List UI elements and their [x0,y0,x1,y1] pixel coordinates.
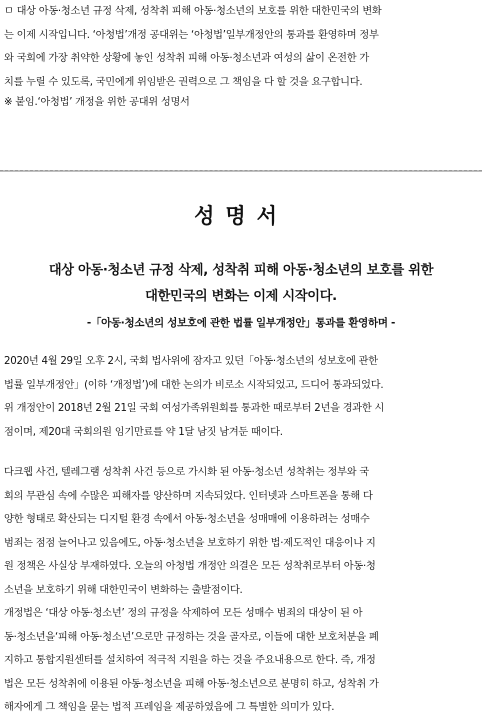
statement-title: 성명서 [194,204,288,228]
intro-paragraph [4,0,382,94]
body-line: 범죄는 점점 늘어나고 있음에도, 아동·청소년을 보호하기 위한 법·제도적인 대응이나 지 [4,537,376,549]
body-line: 다크웹 사건, 텔레그램 성착취 사건 등으로 가시화 된 아동·청소년 성착취는 정부와 국 [4,467,369,478]
body-line: 위 개정안이 2018년 2월 21일 국회 여성가족위원회를 통과한 때로부터 2년을 경과한 시 [4,403,385,414]
body-line: 원 정책은 사실상 부재하였다. 오늘의 아청법 개정안 의결은 모든 성착취로부터 아동·청 [4,561,376,572]
subtitle-line: 대상 아동·청소년 규정 삭제, 성착취 피해 아동·청소년의 보호를 위한 [48,263,434,278]
body-paragraph-2 [4,461,376,602]
body-line: 해자에게 그 책임을 묻는 법적 프레임을 제공하였음에 그 특별한 의미가 있다. [4,702,335,713]
body-line: 양한 형태로 확산되는 디지털 환경 속에서 아동·청소년을 성매매에 이용하려는 성매수 [4,514,370,525]
attachment-note: ※ 붙임.‘아청법’ 개정을 위한 공대위 성명서 [4,97,190,108]
body-paragraph-1 [4,350,384,444]
body-line: 법은 모든 성착취에 이용된 아동·청소년을 피해 아동·청소년으로 분명히 하고, 성착취 가 [4,678,379,690]
statement-subtitle [0,258,482,310]
body-line: 소년을 보호하기 위해 대한민국이 변화하는 출발점이다. [4,584,243,596]
intro-line: 와 국회에 가장 취약한 상황에 놓인 성착취 피해 아동·청소년과 여성의 삶이 온전한 가 [4,53,369,64]
body-line: 개정법은 ‘대상 아동·청소년’ 정의 규정을 삭제하여 모든 성매수 범죄의 대상이 된 아 [4,608,363,619]
body-line: 2020년 4월 29일 오후 2시, 국회 법사위에 잠자고 있던「아동·청소년의 성보호에 관한 [4,356,378,367]
body-line: 법률 일부개정안」(이하 ‘개정법’)에 대한 논의가 비로소 시작되었고, 드디어 통과되었다. [4,379,384,391]
body-line: 점이며, 제20대 국회의원 임기만료를 약 1달 남짓 남겨둔 때이다. [4,426,283,438]
body-paragraph-3 [4,602,379,720]
body-line: 동·청소년을‘피해 아동·청소년’으로만 규정하는 것을 골자로, 이들에 대한 보호처분을 폐 [4,631,379,643]
intro-line: ㅁ 대상 아동·청소년 규정 삭제, 성착취 피해 아동·청소년의 보호를 위한 대한민국의 변화 [4,6,382,17]
body-line: 회의 무관심 속에 수많은 피해자를 양산하며 지속되었다. 인터넷과 스마트폰을 통해 다 [4,490,373,502]
subtitle-line: 대한민국의 변화는 이제 시작이다. [145,289,337,304]
statement-subheading: -「아동·청소년의 성보호에 관한 법률 일부개정안」통과를 환영하며 - [86,317,396,329]
section-divider [0,170,482,172]
body-line: 지하고 통합지원센터를 설치하여 적극적 지원을 하는 것을 주요내용으로 한다. 즉, 개정 [4,655,376,666]
intro-line: 치를 누릴 수 있도록, 국민에게 위임받은 권력으로 그 책임을 다 할 것을 요구합니다. [4,76,363,88]
intro-line: 는 이제 시작입니다. ‘아청법’개정 공대위는 ‘아청법’일부개정안의 통과를 환영하며 정부 [4,29,379,41]
